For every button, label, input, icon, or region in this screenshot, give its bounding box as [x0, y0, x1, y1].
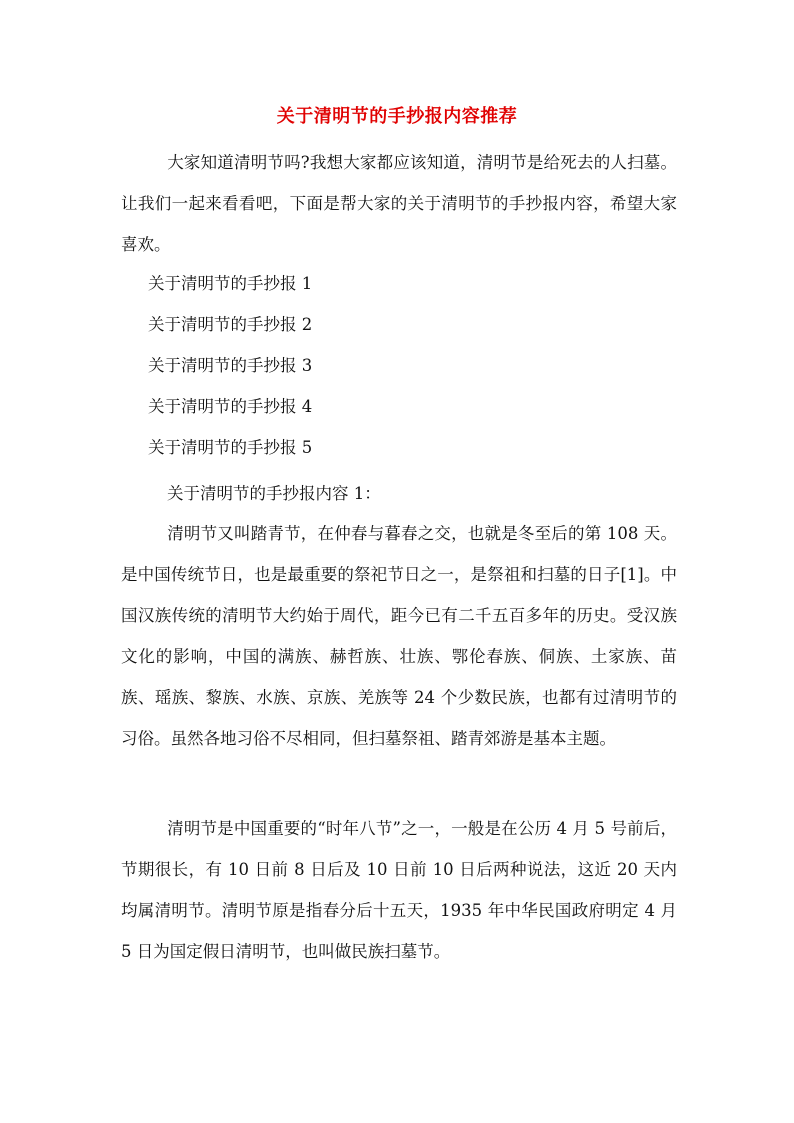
- list-item: 关于清明节的手抄报 2: [148, 315, 313, 334]
- list-item: 关于清明节的手抄报 3: [148, 356, 313, 375]
- document-title: 关于清明节的手抄报内容推荐: [276, 106, 518, 127]
- list-item: 关于清明节的手抄报 1: [148, 274, 313, 293]
- paragraph-1-text: 清明节又叫踏青节，在仲春与暮春之交，也就是冬至后的第 108 天。是中国传统节日，也是最重要的祭祀节日之一，是祭祖和扫墓的日子[1]。中国汉族传统的清明节大约始于周代，距今已有二千五百多年的历史。受汉族文化的影响，中国的满族、赫哲族、壮族、鄂伦春族、侗族、土家族、苗族、瑶族、黎族、水族、京族、羌族等 24 个少数民族，也都有过清明节的习俗。虽然各地习俗不尽相同，但扫墓祭祖、踏青郊游是基本主题。: [121, 524, 677, 748]
- section-list: [148, 263, 312, 468]
- list-item: 关于清明节的手抄报 5: [148, 438, 313, 457]
- section-heading-paragraph: [121, 473, 677, 514]
- list-item: 关于清明节的手抄报 4: [148, 397, 313, 416]
- intro-text: 大家知道清明节吗?我想大家都应该知道，清明节是给死去的人扫墓。让我们一起来看看吧，下面是帮大家的关于清明节的手抄报内容，希望大家喜欢。: [121, 153, 677, 254]
- body-paragraph-1: [121, 513, 677, 759]
- paragraph-2-text: 清明节是中国重要的“时年八节”之一，一般是在公历 4 月 5 号前后，节期很长，有 10 日前 8 日后及 10 日前 10 日后两种说法，这近 20 天内均属清明节。清明节原是指春分后十五天，1935 年中华民国政府明定 4 月 5 日为国定假日清明节，也叫做民族扫墓节。: [121, 819, 677, 961]
- intro-paragraph: [121, 142, 677, 265]
- body-paragraph-2: [121, 808, 677, 972]
- section-heading: 关于清明节的手抄报内容 1：: [167, 484, 381, 503]
